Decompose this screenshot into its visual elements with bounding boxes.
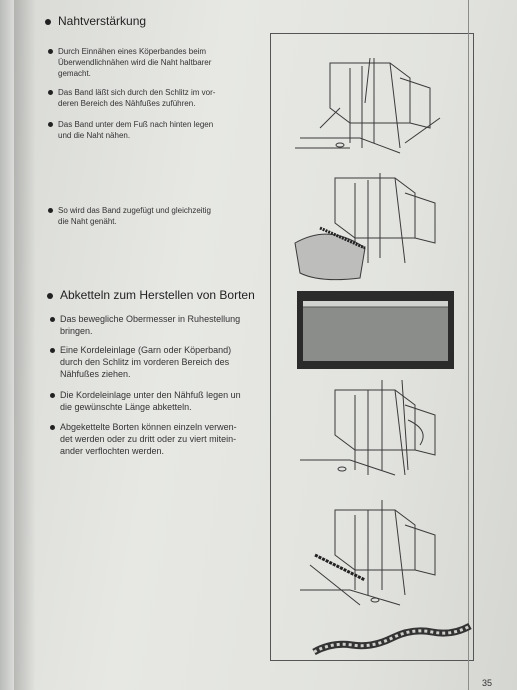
border-photo bbox=[297, 291, 454, 369]
bullet-icon bbox=[50, 317, 55, 322]
item-line: durch den Schlitz im vorderen Bereich des bbox=[60, 357, 230, 367]
list-item bbox=[58, 87, 215, 109]
cord-insert-illustration bbox=[290, 375, 450, 490]
tape-sewn-illustration bbox=[290, 168, 450, 283]
item-line: Durch Einnähen eines Köperbandes beim bbox=[58, 47, 207, 56]
list-item bbox=[58, 46, 211, 79]
item-line: deren Bereich des Nähfußes zuführen. bbox=[58, 99, 196, 108]
item-line: Abgekettelte Borten können einzeln verwen- bbox=[60, 422, 237, 432]
presser-foot-tape-illustration bbox=[290, 48, 450, 168]
item-line: die Naht genäht. bbox=[58, 217, 117, 226]
list-item bbox=[60, 313, 240, 337]
heading-text: Nahtverstärkung bbox=[58, 14, 147, 28]
heading-text: Abketteln zum Herstellen von Borten bbox=[60, 288, 255, 302]
list-item bbox=[60, 344, 231, 380]
bullet-icon bbox=[50, 393, 55, 398]
bullet-icon bbox=[50, 425, 55, 430]
page-number: 35 bbox=[482, 678, 493, 688]
bullet-icon bbox=[48, 122, 53, 127]
bullet-icon bbox=[45, 19, 51, 25]
item-line: Das bewegliche Obermesser in Ruhestellung bbox=[60, 314, 241, 324]
item-line: bringen. bbox=[60, 326, 93, 336]
list-item bbox=[60, 421, 237, 457]
item-line: Überwendlichnähen wird die Naht haltbarer bbox=[58, 58, 212, 67]
item-line: und die Naht nähen. bbox=[58, 131, 131, 140]
item-line: ander verflochten werden. bbox=[60, 446, 165, 456]
item-line: Die Kordeleinlage unter den Nähfuß legen un bbox=[60, 390, 241, 400]
list-item bbox=[58, 205, 211, 227]
bullet-icon bbox=[48, 208, 53, 213]
item-line: So wird das Band zugefügt und gleichzeitig bbox=[58, 206, 211, 215]
page-rule bbox=[468, 0, 469, 690]
item-line: det werden oder zu dritt oder zu viert mitein- bbox=[60, 434, 237, 444]
bullet-icon bbox=[48, 90, 53, 95]
item-line: gemacht. bbox=[58, 69, 91, 78]
section-heading-nahtverstaerkung bbox=[58, 14, 146, 28]
bullet-icon bbox=[48, 49, 53, 54]
facing-page-edge bbox=[0, 0, 14, 690]
item-line: Eine Kordeleinlage (Garn oder Köperband) bbox=[60, 345, 232, 355]
section-heading-abketteln bbox=[60, 288, 255, 302]
item-line: Nähfußes ziehen. bbox=[60, 369, 131, 379]
bullet-icon bbox=[47, 293, 53, 299]
cord-chain-illustration bbox=[290, 495, 450, 615]
item-line: Das Band läßt sich durch den Schlitz im vor- bbox=[58, 88, 216, 97]
bullet-icon bbox=[50, 348, 55, 353]
item-line: die gewünschte Länge abketteln. bbox=[60, 402, 192, 412]
item-line: Das Band unter dem Fuß nach hinten legen bbox=[58, 120, 214, 129]
list-item bbox=[58, 119, 213, 141]
list-item bbox=[60, 389, 241, 413]
page-gutter-shadow bbox=[14, 0, 36, 690]
braided-border-illustration bbox=[312, 620, 472, 660]
